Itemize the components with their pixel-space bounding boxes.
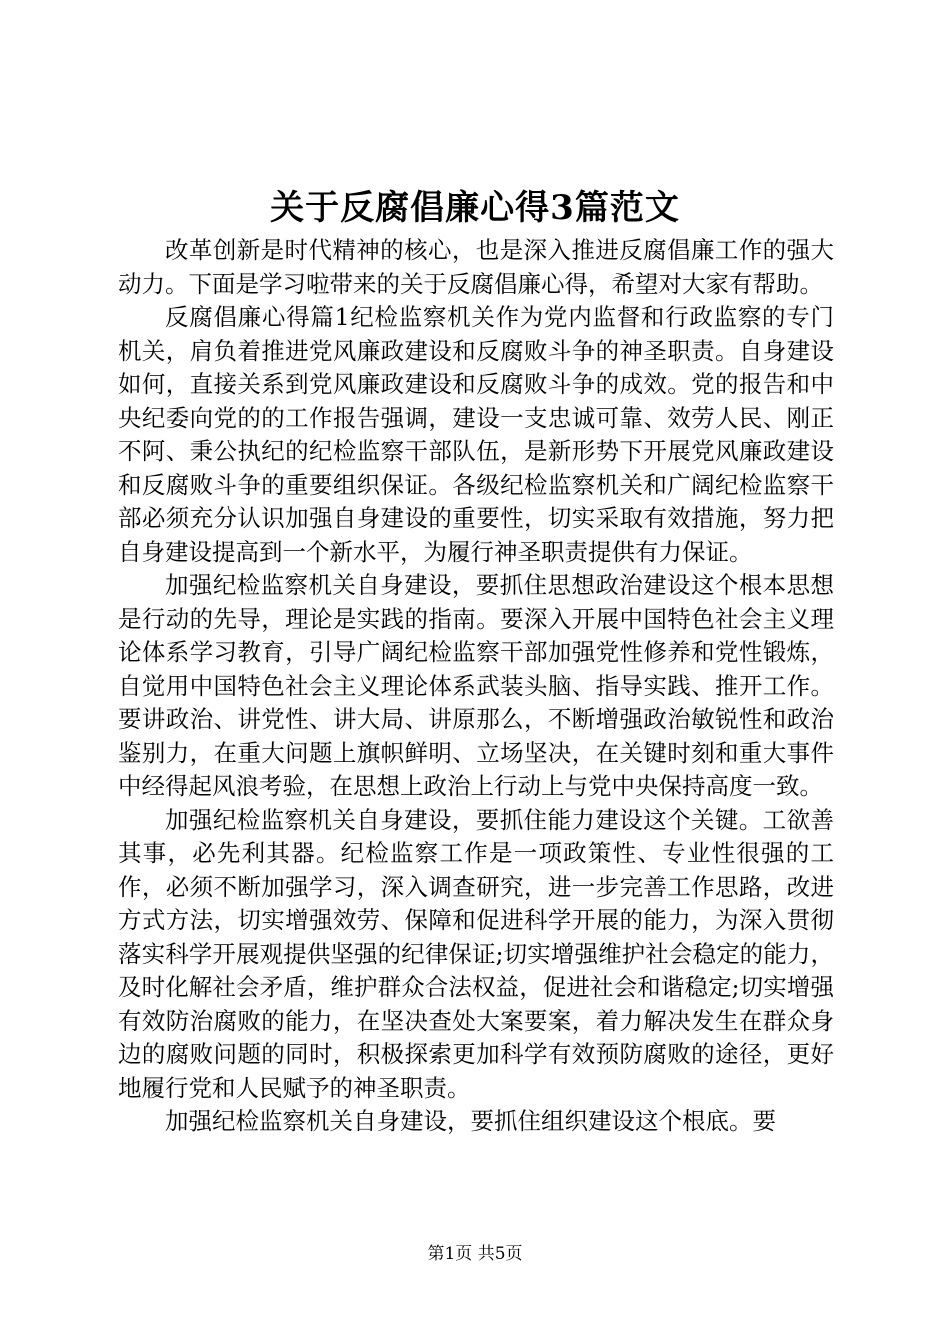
page-footer: 第1页 共5页 xyxy=(427,1244,523,1264)
paragraph-4: 加强纪检监察机关自身建设，要抓住组织建设这个根底。要 xyxy=(165,1107,776,1135)
paragraph-intro: 改革创新是时代精神的核心，也是深入推进反腐倡廉工作的强大动力。下面是学习啦带来的关于反腐倡廉心得，希望对大家有帮助。 xyxy=(118,236,834,298)
document-title: 关于反腐倡廉心得3篇范文 xyxy=(270,188,680,228)
document-body xyxy=(118,234,834,1139)
paragraph-1: 反腐倡廉心得篇1纪检监察机关作为党内监督和行政监察的专门机关，肩负着推进党风廉政建设和反腐败斗争的神圣职责。自身建设如何，直接关系到党风廉政建设和反腐败斗争的成效。党的报告和中央纪委向党的的工作报告强调，建设一支忠诚可靠、效劳人民、刚正不阿、秉公执纪的纪检监察干部队伍，是新形势下开展党风廉政建设和反腐败斗争的重要组织保证。各级纪检监察机关和广阔纪检监察干部必须充分认识加强自身建设的重要性，切实采取有效措施，努力把自身建设提高到一个新水平，为履行神圣职责提供有力保证。 xyxy=(118,303,834,566)
paragraph-3: 加强纪检监察机关自身建设，要抓住能力建设这个关键。工欲善其事，必先利其器。纪检监察工作是一项政策性、专业性很强的工作，必须不断加强学习，深入调查研究，进一步完善工作思路，改进方式方法，切实增强效劳、保障和促进科学开展的能力，为深入贯彻落实科学开展观提供坚强的纪律保证;切实增强维护社会稳定的能力，及时化解社会矛盾，维护群众合法权益，促进社会和谐稳定;切实增强有效防治腐败的能力，在坚决查处大案要案，着力解决发生在群众身边的腐败问题的同时，积极探索更加科学有效预防腐败的途径，更好地履行党和人民赋予的神圣职责。 xyxy=(118,805,834,1102)
paragraph-2: 加强纪检监察机关自身建设，要抓住思想政治建设这个根本思想是行动的先导，理论是实践的指南。要深入开展中国特色社会主义理论体系学习教育，引导广阔纪检监察干部加强党性修养和党性锻炼，自觉用中国特色社会主义理论体系武装头脑、指导实践、推开工作。要讲政治、讲党性、讲大局、讲原那么，不断增强政治敏锐性和政治鉴别力，在重大问题上旗帜鲜明、立场坚决，在关键时刻和重大事件中经得起风浪考验，在思想上政治上行动上与党中央保持高度一致。 xyxy=(118,571,834,800)
